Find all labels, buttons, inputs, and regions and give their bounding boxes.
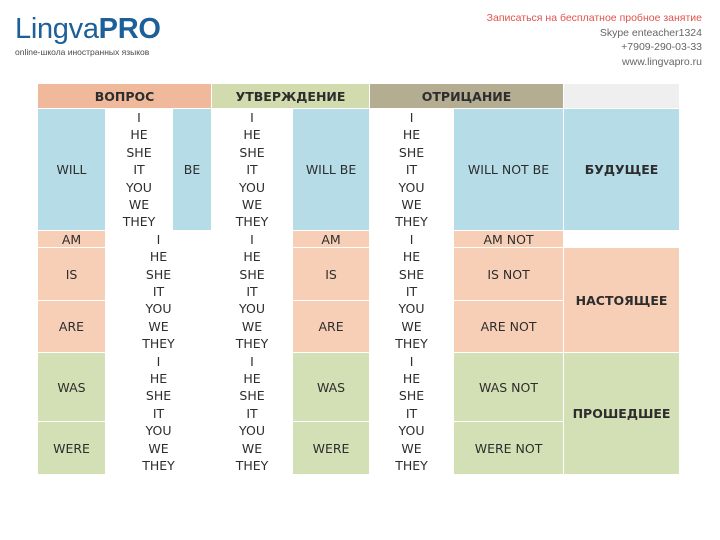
pronoun: YOU xyxy=(370,422,454,439)
table-row xyxy=(38,248,680,265)
pronoun: WE xyxy=(212,318,293,335)
pronoun: SHE xyxy=(370,265,454,282)
tense-past: ПРОШЕДШЕЕ xyxy=(564,352,680,474)
pronoun: IT xyxy=(106,283,212,300)
pronoun: IT xyxy=(370,405,454,422)
present-are-question: ARE xyxy=(38,300,106,352)
present-is-statement: IS xyxy=(293,248,370,300)
future-negation: WILL NOT BE xyxy=(454,109,564,231)
pronoun: I xyxy=(370,109,454,126)
pronoun: YOU xyxy=(212,300,293,317)
pronoun: YOU xyxy=(370,300,454,317)
future-aux: WILL xyxy=(38,109,106,231)
pronoun: THEY xyxy=(212,213,293,230)
pronoun: I xyxy=(212,352,293,369)
header-row xyxy=(38,84,680,109)
header-tense xyxy=(564,84,680,109)
pronoun: WE xyxy=(106,196,173,213)
pronoun: SHE xyxy=(106,387,212,404)
pronoun: HE xyxy=(370,126,454,143)
pronoun: SHE xyxy=(370,387,454,404)
pronoun: YOU xyxy=(370,178,454,195)
pronoun: YOU xyxy=(106,422,212,439)
pronoun: IT xyxy=(370,161,454,178)
pronoun: I xyxy=(106,231,212,248)
past-was-negation: WAS NOT xyxy=(454,352,564,422)
pronoun: I xyxy=(212,231,293,248)
future-statement: WILL BE xyxy=(293,109,370,231)
table-row xyxy=(38,352,680,369)
logo-title xyxy=(15,14,161,44)
contacts xyxy=(487,11,702,69)
present-am-negation: AM NOT xyxy=(454,231,564,248)
pronoun: YOU xyxy=(212,422,293,439)
pronoun: SHE xyxy=(106,143,173,160)
past-were-statement: WERE xyxy=(293,422,370,475)
pronoun: WE xyxy=(106,439,212,456)
present-am-question: AM xyxy=(38,231,106,248)
pronoun: THEY xyxy=(370,457,454,475)
pronoun: WE xyxy=(370,196,454,213)
pronoun: YOU xyxy=(106,300,212,317)
pronoun: YOU xyxy=(212,178,293,195)
pronoun: WE xyxy=(370,439,454,456)
pronoun: HE xyxy=(370,248,454,265)
pronoun: IT xyxy=(212,283,293,300)
pronoun: WE xyxy=(212,196,293,213)
logo-main: Lingva xyxy=(15,13,99,45)
pronoun: THEY xyxy=(370,213,454,230)
pronoun: I xyxy=(106,109,173,126)
present-am-tense-spacer xyxy=(564,231,680,248)
present-is-negation: IS NOT xyxy=(454,248,564,300)
past-were-negation: WERE NOT xyxy=(454,422,564,475)
pronoun: HE xyxy=(212,126,293,143)
pronoun: I xyxy=(370,231,454,248)
header-question: ВОПРОС xyxy=(38,84,212,109)
pronoun: SHE xyxy=(212,387,293,404)
pronoun: THEY xyxy=(106,457,212,475)
tense-present: НАСТОЯЩЕЕ xyxy=(564,248,680,352)
pronoun: WE xyxy=(106,318,212,335)
pronoun: IT xyxy=(212,161,293,178)
pronoun: SHE xyxy=(370,143,454,160)
pronoun: IT xyxy=(212,405,293,422)
to-be-table xyxy=(37,83,680,475)
table-row xyxy=(38,109,680,126)
pronoun: THEY xyxy=(106,213,173,230)
pronoun: THEY xyxy=(370,335,454,352)
pronoun: SHE xyxy=(106,265,212,282)
logo-accent: PRO xyxy=(98,13,161,45)
pronoun: WE xyxy=(370,318,454,335)
logo xyxy=(15,14,161,57)
website-link[interactable]: www.lingvapro.ru xyxy=(622,55,702,68)
pronoun: YOU xyxy=(106,178,173,195)
pronoun: THEY xyxy=(106,335,212,352)
past-was-statement: WAS xyxy=(293,352,370,422)
present-is-question: IS xyxy=(38,248,106,300)
present-are-negation: ARE NOT xyxy=(454,300,564,352)
pronoun: HE xyxy=(106,370,212,387)
table-row xyxy=(38,231,680,248)
header-negation: ОТРИЦАНИЕ xyxy=(370,84,564,109)
present-am-statement: AM xyxy=(293,231,370,248)
pronoun: IT xyxy=(106,161,173,178)
signup-link[interactable]: Записаться на бесплатное пробное занятие xyxy=(486,12,702,24)
past-were-question: WERE xyxy=(38,422,106,475)
pronoun: HE xyxy=(106,248,212,265)
pronoun: WE xyxy=(212,439,293,456)
pronoun: HE xyxy=(212,248,293,265)
pronoun: THEY xyxy=(212,335,293,352)
pronoun: I xyxy=(106,352,212,369)
pronoun: IT xyxy=(370,283,454,300)
pronoun: I xyxy=(370,352,454,369)
pronoun: SHE xyxy=(212,143,293,160)
past-was-question: WAS xyxy=(38,352,106,422)
present-are-statement: ARE xyxy=(293,300,370,352)
header-statement: УТВЕРЖДЕНИЕ xyxy=(212,84,370,109)
future-verb: BE xyxy=(173,109,212,231)
skype-contact: Skype enteacher1324 xyxy=(599,26,702,39)
pronoun: HE xyxy=(212,370,293,387)
logo-subtitle: online-школа иностранных языков xyxy=(15,47,150,57)
tense-future: БУДУЩЕЕ xyxy=(564,109,680,231)
phone-contact: +7909-290-03-33 xyxy=(621,41,702,53)
pronoun: HE xyxy=(370,370,454,387)
pronoun: I xyxy=(212,109,293,126)
pronoun: HE xyxy=(106,126,173,143)
pronoun: THEY xyxy=(212,457,293,475)
pronoun: SHE xyxy=(212,265,293,282)
pronoun: IT xyxy=(106,405,212,422)
